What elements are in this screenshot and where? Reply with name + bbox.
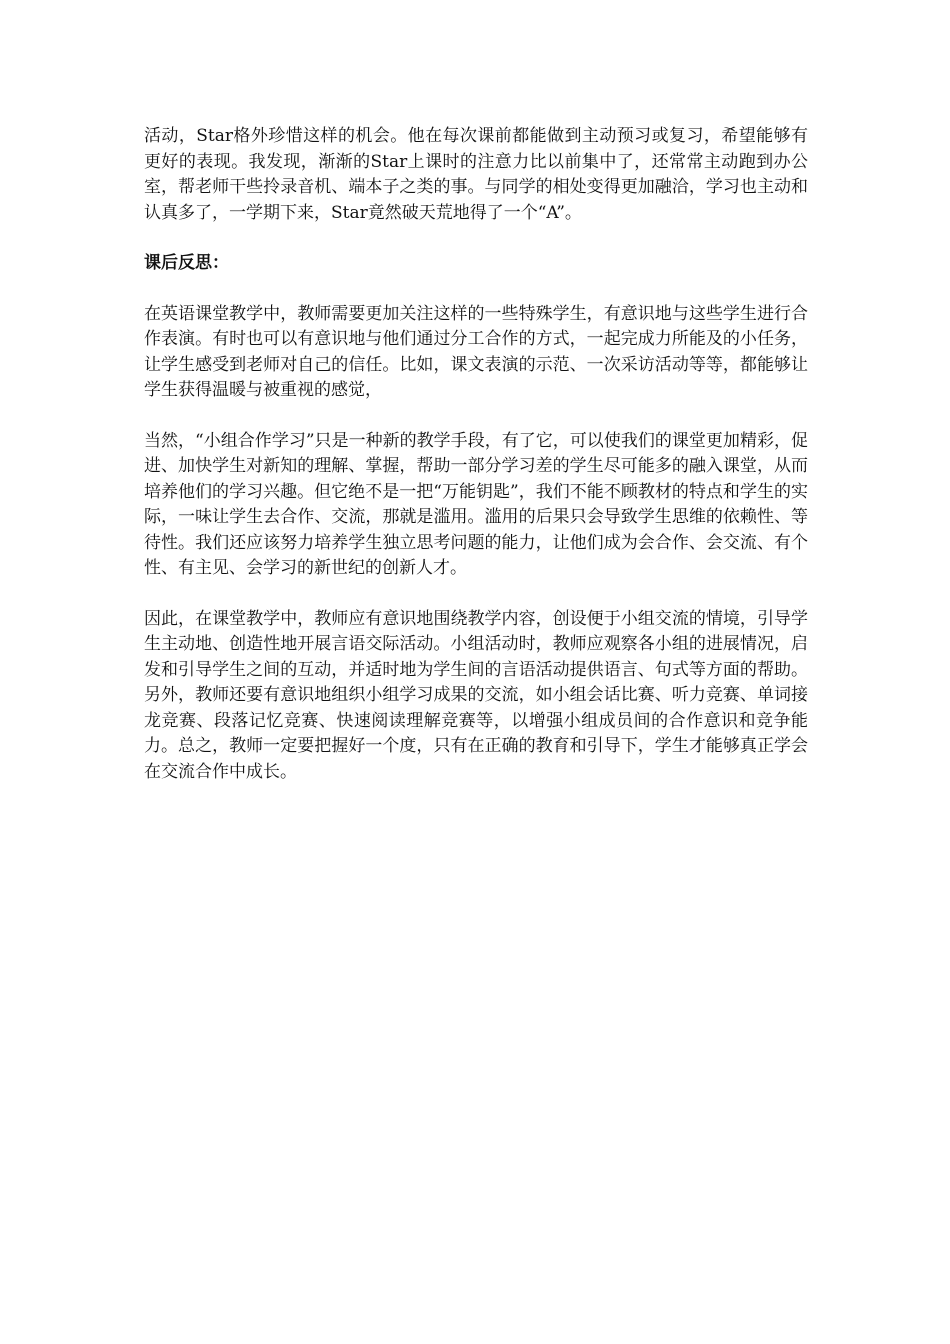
document-body	[144, 124, 808, 810]
paragraph-story-end: 活动，Star格外珍惜这样的机会。他在每次课前都能做到主动预习或复习，希望能够有更好的表现。我发现，渐渐的Star上课时的注意力比以前集中了，还常常主动跑到办公室，帮老师干些拎录音机、端本子之类的事。与同学的相处变得更加融洽，学习也主动和认真多了，一学期下来，Star竟然破天荒地得了一个“A”。	[144, 126, 808, 223]
section-heading-reflection: 课后反思：	[144, 253, 229, 273]
paragraph-reflection-2: 当然，“小组合作学习”只是一种新的教学手段，有了它，可以使我们的课堂更加精彩，促进、加快学生对新知的理解、掌握，帮助一部分学习差的学生尽可能多的融入课堂，从而培养他们的学习兴趣。但它绝不是一把“万能钥匙”，我们不能不顾教材的特点和学生的实际，一味让学生去合作、交流，那就是滥用。滥用的后果只会导致学生思维的依赖性、等待性。我们还应该努力培养学生独立思考问题的能力，让他们成为会合作、会交流、有个性、有主见、会学习的新世纪的创新人才。	[144, 430, 808, 578]
paragraph-reflection-1: 在英语课堂教学中，教师需要更加关注这样的一些特殊学生，有意识地与这些学生进行合作表演。有时也可以有意识地与他们通过分工合作的方式，一起完成力所能及的小任务，让学生感受到老师对自己的信任。比如，课文表演的示范、一次采访活动等等，都能够让学生获得温暖与被重视的感觉，	[144, 303, 808, 400]
paragraph-reflection-3: 因此，在课堂教学中，教师应有意识地围绕教学内容，创设便于小组交流的情境，引导学生主动地、创造性地开展言语交际活动。小组活动时，教师应观察各小组的进展情况，启发和引导学生之间的互动，并适时地为学生间的言语活动提供语言、句式等方面的帮助。另外，教师还要有意识地组织小组学习成果的交流，如小组会话比赛、听力竞赛、单词接龙竞赛、段落记忆竞赛、快速阅读理解竞赛等，以增强小组成员间的合作意识和竞争能力。总之，教师一定要把握好一个度，只有在正确的教育和引导下，学生才能够真正学会在交流合作中成长。	[144, 608, 808, 782]
